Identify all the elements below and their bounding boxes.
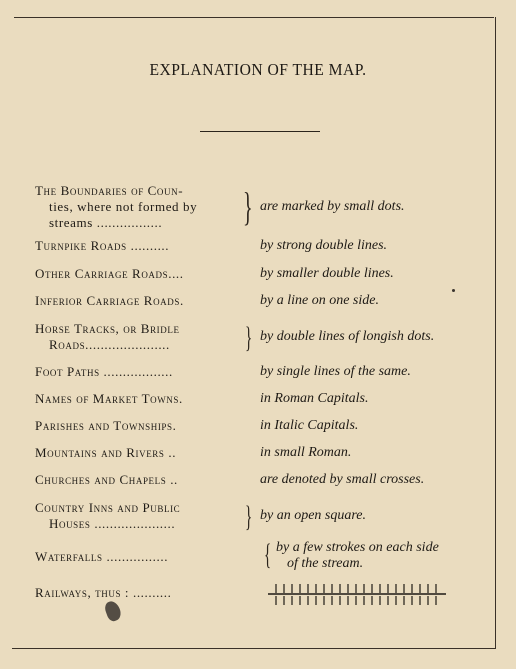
legend-description-line: of the stream. — [287, 556, 364, 571]
legend-term-line: The Boundaries of Coun- — [35, 183, 184, 198]
page-frame-bottom-rule — [12, 648, 496, 649]
railway-symbol — [268, 581, 448, 607]
legend-description: by single lines of the same. — [260, 364, 411, 379]
brace-glyph: { — [264, 538, 272, 571]
title-underline — [200, 131, 320, 132]
legend-term: Waterfalls ................ — [35, 549, 169, 564]
legend-description: by a line on one side. — [260, 293, 379, 308]
brace-glyph: } — [243, 184, 253, 229]
legend-term: Turnpike Roads .......... — [35, 238, 170, 253]
legend-term-line: Roads...................... — [49, 337, 170, 352]
brace-glyph: } — [245, 321, 253, 354]
legend-term-line: Horse Tracks, or Bridle — [35, 321, 180, 336]
legend-description: are marked by small dots. — [260, 199, 405, 214]
legend-term: Foot Paths .................. — [35, 364, 173, 379]
legend-term: Churches and Chapels .. — [35, 472, 178, 487]
legend-description: in Roman Capitals. — [260, 391, 369, 406]
legend-description: are denoted by small crosses. — [260, 472, 425, 487]
legend-description: in small Roman. — [260, 445, 352, 460]
legend-description: by double lines of longish dots. — [260, 329, 435, 344]
legend-description: by an open square. — [260, 508, 367, 523]
legend-term: Parishes and Townships. — [35, 418, 177, 433]
legend-term-line: Houses ..................... — [49, 516, 176, 531]
page-frame-top-rule — [14, 17, 494, 18]
ink-stain — [103, 599, 123, 623]
legend-term: Other Carriage Roads.... — [35, 266, 184, 281]
legend-term-line: ties, where not formed by — [49, 199, 198, 214]
legend-term: Names of Market Towns. — [35, 391, 183, 406]
legend-term: Mountains and Rivers .. — [35, 445, 177, 460]
legend-term-line: streams ................. — [49, 215, 163, 230]
legend-description: in Italic Capitals. — [260, 418, 359, 433]
legend-description: by smaller double lines. — [260, 266, 394, 281]
legend-term: Inferior Carriage Roads. — [35, 293, 184, 308]
legend-term-line: Country Inns and Public — [35, 500, 181, 515]
legend-term: Railways, thus : .......... — [35, 585, 172, 600]
page-title: EXPLANATION OF THE MAP. — [149, 60, 367, 79]
legend-description: by strong double lines. — [260, 238, 388, 253]
brace-glyph: } — [245, 500, 253, 533]
page-frame-right-rule — [495, 17, 496, 649]
legend-description-line: by a few strokes on each side — [276, 540, 439, 555]
ink-speck — [452, 289, 455, 292]
